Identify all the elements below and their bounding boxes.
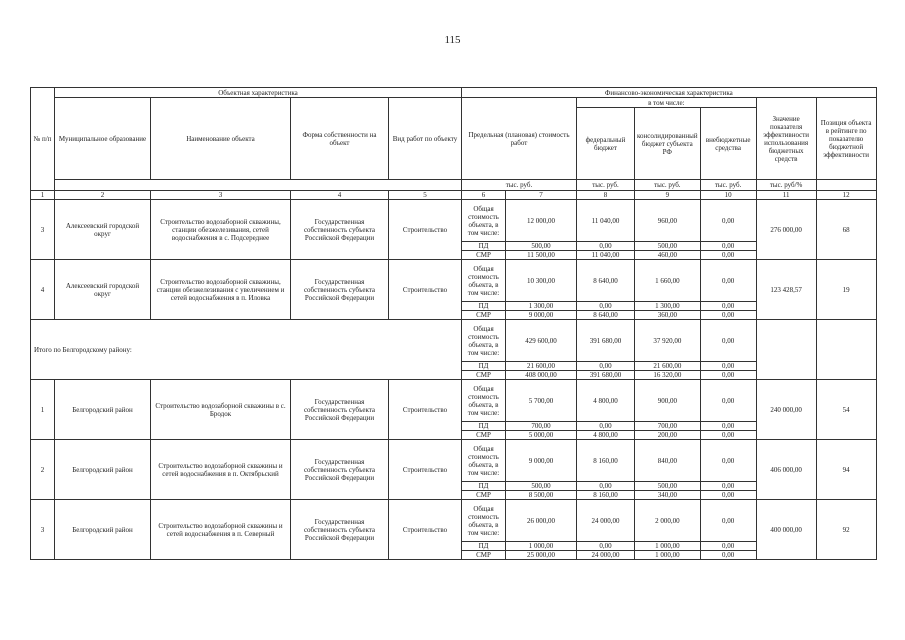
object-name-cell: Строительство водозаборной скважины в с. Бродок xyxy=(151,380,291,440)
value-cell: 0,00 xyxy=(577,422,635,431)
pd-label: ПД xyxy=(462,482,506,491)
value-cell: 0,00 xyxy=(700,302,756,311)
page-number: 115 xyxy=(444,34,461,46)
value-cell: 0,00 xyxy=(577,362,635,371)
value-cell: 960,00 xyxy=(635,200,701,242)
table-row xyxy=(31,440,877,482)
header-extra: внебюджетные средства xyxy=(700,108,756,180)
value-cell: 0,00 xyxy=(700,251,756,260)
value-cell: 37 920,00 xyxy=(635,320,701,362)
smr-label: СМР xyxy=(462,551,506,560)
value-cell: 5 700,00 xyxy=(506,380,577,422)
value-cell: 0,00 xyxy=(577,242,635,251)
ownership-cell: Государственная собственность субъекта Российской Федерации xyxy=(291,440,389,500)
value-cell: 460,00 xyxy=(635,251,701,260)
ownership-cell: Государственная собственность субъекта Российской Федерации xyxy=(291,500,389,560)
value-cell: 0,00 xyxy=(700,371,756,380)
efficiency-cell: 240 000,00 xyxy=(756,380,816,440)
units-extra: тыс. руб. xyxy=(700,180,756,191)
value-cell: 700,00 xyxy=(506,422,577,431)
municipality-cell: Алексеевский городской округ xyxy=(55,260,151,320)
header-position: Позиция объекта в рейтинге по показателю бюджетной эффективности xyxy=(816,98,876,180)
value-cell: 0,00 xyxy=(577,482,635,491)
value-cell: 391 680,00 xyxy=(577,320,635,362)
municipality-cell: Алексеевский городской округ xyxy=(55,200,151,260)
value-cell: 25 000,00 xyxy=(506,551,577,560)
value-cell: 0,00 xyxy=(700,311,756,320)
value-cell: 1 300,00 xyxy=(506,302,577,311)
ownership-cell: Государственная собственность субъекта Российской Федерации xyxy=(291,260,389,320)
total-cost-label: Общая стоимость объекта, в том числе: xyxy=(462,200,506,242)
value-cell: 0,00 xyxy=(700,440,756,482)
total-row xyxy=(31,320,877,362)
value-cell: 24 000,00 xyxy=(577,500,635,542)
value-cell: 700,00 xyxy=(635,422,701,431)
column-number: 9 xyxy=(635,191,701,200)
value-cell: 8 640,00 xyxy=(577,260,635,302)
position-blank xyxy=(816,320,876,380)
column-number: 1 xyxy=(31,191,55,200)
total-label: Итого по Белгородскому району: xyxy=(31,320,462,380)
value-cell: 0,00 xyxy=(577,542,635,551)
total-cost-label: Общая стоимость объекта, в том числе: xyxy=(462,500,506,542)
municipality-cell: Белгородский район xyxy=(55,440,151,500)
units-consolidated: тыс. руб. xyxy=(635,180,701,191)
value-cell: 1 000,00 xyxy=(506,542,577,551)
value-cell: 500,00 xyxy=(635,482,701,491)
row-number: 2 xyxy=(31,440,55,500)
value-cell: 24 000,00 xyxy=(577,551,635,560)
value-cell: 0,00 xyxy=(700,422,756,431)
municipality-cell: Белгородский район xyxy=(55,500,151,560)
value-cell: 1 000,00 xyxy=(635,551,701,560)
column-number: 11 xyxy=(756,191,816,200)
value-cell: 0,00 xyxy=(700,260,756,302)
object-name-cell: Строительство водозаборной скважины, станции обезжелезивания, сетей водоснабжения в с. Подсереднее xyxy=(151,200,291,260)
value-cell: 26 000,00 xyxy=(506,500,577,542)
units-blank xyxy=(55,180,462,191)
value-cell: 0,00 xyxy=(700,380,756,422)
column-number: 12 xyxy=(816,191,876,200)
total-cost-label: Общая стоимость объекта, в том числе: xyxy=(462,320,506,362)
header-municipality: Муниципальное образование xyxy=(55,98,151,180)
smr-label: СМР xyxy=(462,491,506,500)
ownership-cell: Государственная собственность субъекта Российской Федерации xyxy=(291,380,389,440)
value-cell: 4 800,00 xyxy=(577,380,635,422)
smr-label: СМР xyxy=(462,251,506,260)
object-name-cell: Строительство водозаборной скважины, станции обезжелезивания с увеличением и сетей водоснабжения в п. Иловка xyxy=(151,260,291,320)
pd-label: ПД xyxy=(462,242,506,251)
value-cell: 9 000,00 xyxy=(506,440,577,482)
value-cell: 408 000,00 xyxy=(506,371,577,380)
position-cell: 54 xyxy=(816,380,876,440)
row-number: 1 xyxy=(31,380,55,440)
row-number: 4 xyxy=(31,260,55,320)
value-cell: 0,00 xyxy=(700,320,756,362)
column-number: 7 xyxy=(506,191,577,200)
position-cell: 94 xyxy=(816,440,876,500)
header-work-type: Вид работ по объекту xyxy=(389,98,462,180)
municipality-cell: Белгородский район xyxy=(55,380,151,440)
value-cell: 840,00 xyxy=(635,440,701,482)
column-number: 6 xyxy=(462,191,506,200)
value-cell: 900,00 xyxy=(635,380,701,422)
value-cell: 500,00 xyxy=(506,482,577,491)
header-object-name: Наименование объекта xyxy=(151,98,291,180)
pd-label: ПД xyxy=(462,542,506,551)
value-cell: 1 300,00 xyxy=(635,302,701,311)
header-num: № п/п xyxy=(31,88,55,191)
ownership-cell: Государственная собственность субъекта Российской Федерации xyxy=(291,200,389,260)
value-cell: 0,00 xyxy=(700,362,756,371)
work-type-cell: Строительство xyxy=(389,260,462,320)
efficiency-blank xyxy=(756,320,816,380)
value-cell: 360,00 xyxy=(635,311,701,320)
value-cell: 1 660,00 xyxy=(635,260,701,302)
work-type-cell: Строительство xyxy=(389,500,462,560)
value-cell: 8 640,00 xyxy=(577,311,635,320)
pd-label: ПД xyxy=(462,302,506,311)
header-max-cost: Предельная (плановая) стоимость работ xyxy=(462,98,577,180)
value-cell: 0,00 xyxy=(700,482,756,491)
value-cell: 500,00 xyxy=(506,242,577,251)
value-cell: 12 000,00 xyxy=(506,200,577,242)
work-type-cell: Строительство xyxy=(389,380,462,440)
value-cell: 0,00 xyxy=(577,302,635,311)
value-cell: 0,00 xyxy=(700,542,756,551)
value-cell: 5 000,00 xyxy=(506,431,577,440)
position-cell: 68 xyxy=(816,200,876,260)
column-number: 4 xyxy=(291,191,389,200)
units-cost: тыс. руб. xyxy=(462,180,577,191)
value-cell: 0,00 xyxy=(700,500,756,542)
header-financial-characteristic: Финансово-экономическая характеристика xyxy=(462,88,877,98)
value-cell: 500,00 xyxy=(635,242,701,251)
pd-label: ПД xyxy=(462,362,506,371)
pd-label: ПД xyxy=(462,422,506,431)
table-row xyxy=(31,500,877,542)
efficiency-cell: 123 428,57 xyxy=(756,260,816,320)
total-cost-label: Общая стоимость объекта, в том числе: xyxy=(462,440,506,482)
header-efficiency: Значение показателя эффективности использования бюджетных средств xyxy=(756,98,816,180)
value-cell: 0,00 xyxy=(700,491,756,500)
value-cell: 391 680,00 xyxy=(577,371,635,380)
header-federal: федеральный бюджет xyxy=(577,108,635,180)
value-cell: 11 040,00 xyxy=(577,200,635,242)
header-including: в том числе: xyxy=(577,98,757,108)
table-row xyxy=(31,380,877,422)
column-number: 5 xyxy=(389,191,462,200)
efficiency-cell: 276 000,00 xyxy=(756,200,816,260)
value-cell: 4 800,00 xyxy=(577,431,635,440)
work-type-cell: Строительство xyxy=(389,440,462,500)
value-cell: 21 600,00 xyxy=(635,362,701,371)
total-cost-label: Общая стоимость объекта, в том числе: xyxy=(462,380,506,422)
value-cell: 1 000,00 xyxy=(635,542,701,551)
position-cell: 19 xyxy=(816,260,876,320)
row-number: 3 xyxy=(31,200,55,260)
smr-label: СМР xyxy=(462,311,506,320)
column-number: 2 xyxy=(55,191,151,200)
value-cell: 0,00 xyxy=(700,200,756,242)
row-number: 3 xyxy=(31,500,55,560)
value-cell: 429 600,00 xyxy=(506,320,577,362)
work-type-cell: Строительство xyxy=(389,200,462,260)
value-cell: 340,00 xyxy=(635,491,701,500)
header-consolidated: консолидированный бюджет субъекта РФ xyxy=(635,108,701,180)
header-object-characteristic: Объектная характеристика xyxy=(55,88,462,98)
value-cell: 0,00 xyxy=(700,551,756,560)
column-number: 10 xyxy=(700,191,756,200)
column-number: 3 xyxy=(151,191,291,200)
value-cell: 11 040,00 xyxy=(577,251,635,260)
position-cell: 92 xyxy=(816,500,876,560)
value-cell: 200,00 xyxy=(635,431,701,440)
value-cell: 11 500,00 xyxy=(506,251,577,260)
value-cell: 2 000,00 xyxy=(635,500,701,542)
investment-table xyxy=(30,87,877,560)
value-cell: 8 160,00 xyxy=(577,491,635,500)
value-cell: 8 500,00 xyxy=(506,491,577,500)
value-cell: 9 000,00 xyxy=(506,311,577,320)
object-name-cell: Строительство водозаборной скважины и сетей водоснабжения в п. Северный xyxy=(151,500,291,560)
value-cell: 0,00 xyxy=(700,242,756,251)
efficiency-cell: 400 000,00 xyxy=(756,500,816,560)
value-cell: 8 160,00 xyxy=(577,440,635,482)
column-number: 8 xyxy=(577,191,635,200)
smr-label: СМР xyxy=(462,371,506,380)
units-position-blank xyxy=(816,180,876,191)
smr-label: СМР xyxy=(462,431,506,440)
value-cell: 10 300,00 xyxy=(506,260,577,302)
units-efficiency: тыс. руб/% xyxy=(756,180,816,191)
header-ownership: Форма собственности на объект xyxy=(291,98,389,180)
object-name-cell: Строительство водозаборной скважины и сетей водоснабжения в п. Октябрьский xyxy=(151,440,291,500)
total-cost-label: Общая стоимость объекта, в том числе: xyxy=(462,260,506,302)
table-row xyxy=(31,260,877,302)
value-cell: 16 320,00 xyxy=(635,371,701,380)
table-row xyxy=(31,200,877,242)
value-cell: 0,00 xyxy=(700,431,756,440)
units-federal: тыс. руб. xyxy=(577,180,635,191)
value-cell: 21 600,00 xyxy=(506,362,577,371)
efficiency-cell: 406 000,00 xyxy=(756,440,816,500)
